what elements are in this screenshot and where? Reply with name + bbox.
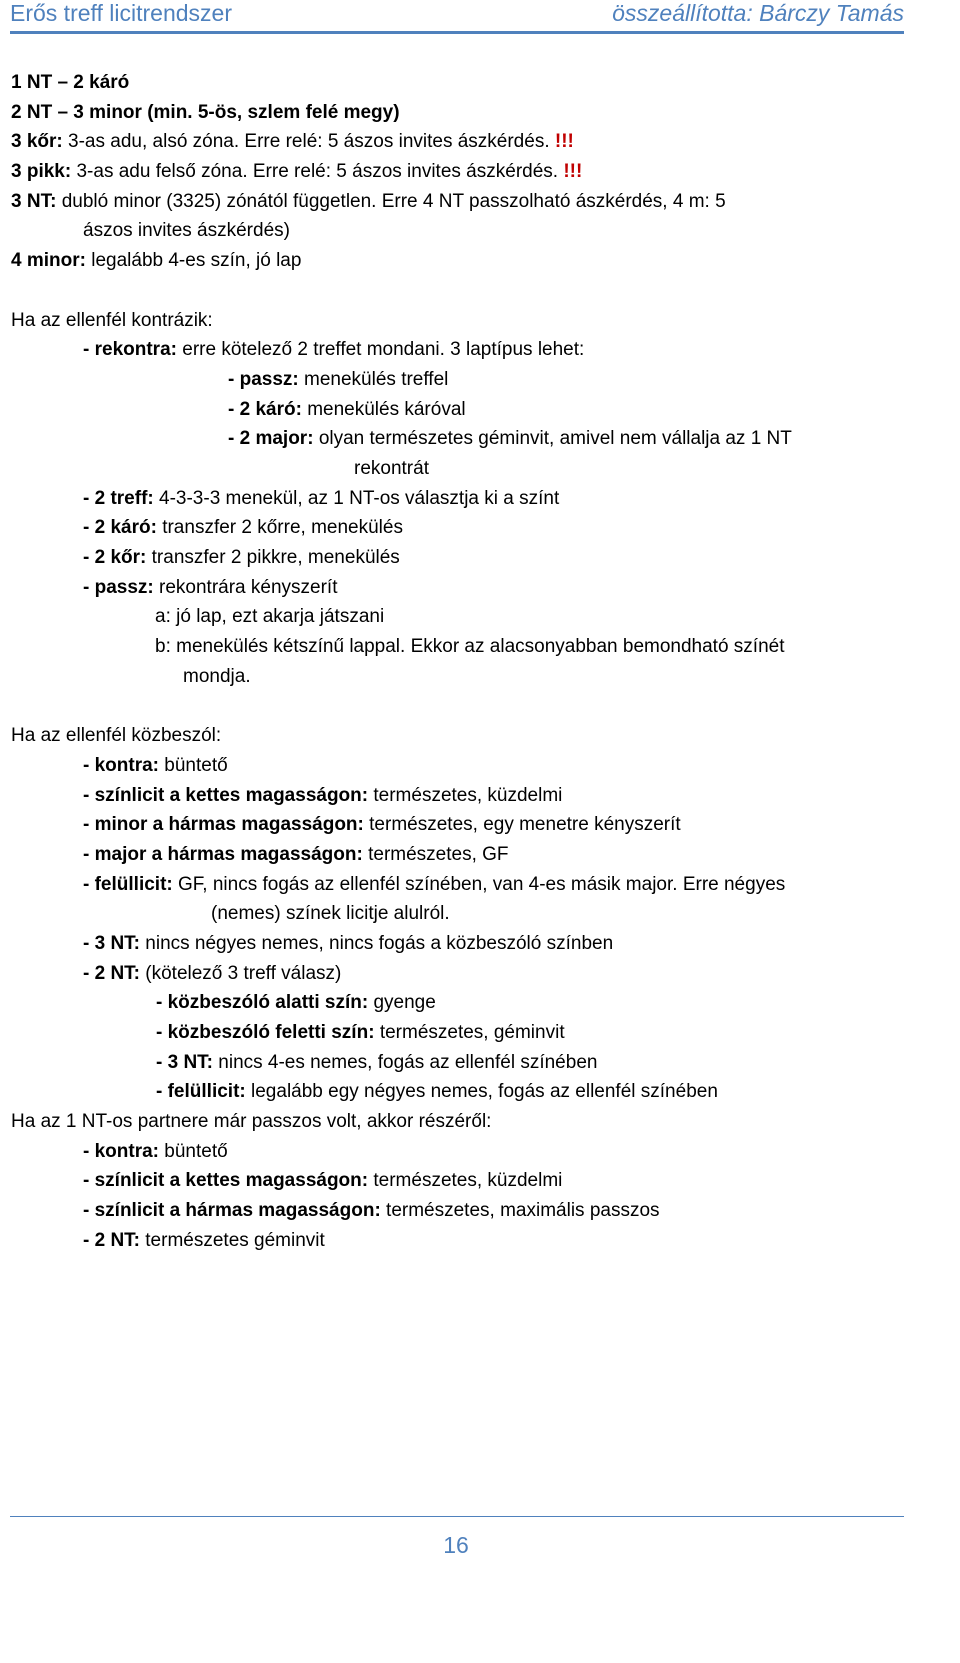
bid-description: dubló minor (3325) zónától független. Erre 4 NT passzolható ászkérdés, 4 m: 5 [61, 190, 726, 212]
bid-label: - színlicit a kettes magasságon: [83, 784, 369, 806]
alert-mark: !!! [563, 161, 583, 183]
text-line [11, 1226, 911, 1256]
text-line [11, 187, 911, 217]
text-line [11, 68, 911, 98]
bid-description: legalább 4-es szín, jó lap [91, 250, 302, 272]
bid-description: transzfer 2 pikkre, menekülés [151, 547, 400, 568]
text-line [11, 781, 911, 811]
document-title: Erős treff licitrendszer [10, 0, 232, 26]
bid-description: természetes, GF [368, 843, 509, 865]
blank-line [11, 276, 911, 306]
bid-description: ászos invites ászkérdés) [83, 220, 290, 242]
bid-description: természetes, géminvit [379, 1022, 565, 1043]
bid-description: rekontrára kényszerít [159, 576, 338, 598]
bid-label: 1 NT – 2 káró [11, 72, 130, 93]
bid-label: - 2 NT: [83, 1229, 140, 1251]
bid-label: 3 pikk: [11, 161, 72, 183]
bid-description: 4-3-3-3 menekül, az 1 NT-os választja ki a színt [159, 487, 560, 509]
text-line [11, 1077, 911, 1107]
bid-description: (nemes) színek licitje alulról. [211, 903, 450, 925]
text-line [11, 484, 911, 514]
bid-label: - major a hármas magasságon: [83, 843, 363, 865]
bid-label: - közbeszóló feletti szín: [156, 1022, 375, 1043]
bid-description: természetes, küzdelmi [373, 1170, 563, 1192]
text-line [11, 1137, 911, 1167]
bid-label: - színlicit a hármas magasságon: [83, 1200, 381, 1222]
bid-description: gyenge [373, 992, 436, 1014]
bid-label: - kontra: [83, 754, 159, 776]
bid-label: 3 kőr: [11, 131, 63, 153]
bid-description: nincs 4-es nemes, fogás az ellenfél színében [218, 1051, 598, 1073]
bid-description: természetes, egy menetre kényszerít [369, 814, 681, 836]
bid-label: 2 NT – 3 minor (min. 5-ös, szlem felé megy) [11, 101, 400, 123]
bid-label: - színlicit a kettes magasságon: [83, 1170, 369, 1192]
bid-label: - felüllicit: [83, 873, 173, 895]
text-line [11, 721, 911, 751]
bid-label: - 2 káró: [83, 517, 157, 539]
bid-label: 4 minor: [11, 250, 86, 272]
text-line [11, 1107, 911, 1137]
bid-description: 3-as adu felső zóna. Erre relé: 5 ászos invites ászkérdés. [76, 161, 564, 183]
bid-description: rekontrát [354, 457, 429, 479]
bid-label: - rekontra: [83, 339, 177, 361]
text-line [11, 573, 911, 603]
bid-description: Ha az ellenfél közbeszól: [11, 725, 222, 747]
bid-description: Ha az 1 NT-os partnere már passzos volt, akkor részéről: [11, 1111, 492, 1133]
bid-description: (kötelező 3 treff válasz) [145, 962, 342, 984]
document-author: összeállította: Bárczy Tamás [612, 0, 904, 26]
text-line [11, 1166, 911, 1196]
text-line [11, 870, 911, 900]
bid-description: menekülés treffel [304, 368, 449, 390]
text-line [11, 216, 911, 246]
text-line [11, 840, 911, 870]
text-line [11, 424, 911, 454]
bid-label: - 2 major: [228, 428, 314, 450]
bid-description: természetes géminvit [145, 1229, 325, 1251]
bid-description: legalább egy négyes nemes, fogás az ellenfél színében [251, 1081, 718, 1103]
text-line [11, 959, 911, 989]
bid-description: GF, nincs fogás az ellenfél színében, van 4-es másik major. Erre négyes [178, 873, 786, 895]
bid-label: - 3 NT: [83, 932, 140, 954]
text-line [11, 127, 911, 157]
bid-description: mondja. [183, 665, 251, 687]
text-line [11, 395, 911, 425]
page-number: 16 [443, 1532, 469, 1558]
footer-rule [10, 1516, 904, 1517]
bid-label: 3 NT: [11, 190, 57, 212]
text-line [11, 98, 911, 128]
bid-description: b: menekülés kétszínű lappal. Ekkor az alacsonyabban bemondható színét [155, 636, 785, 658]
bid-label: - 2 treff: [83, 487, 154, 509]
bid-description: természetes, maximális passzos [386, 1200, 660, 1222]
text-line [11, 1196, 911, 1226]
text-line [11, 988, 911, 1018]
header-rule [10, 31, 904, 34]
text-line [11, 899, 911, 929]
text-line [11, 751, 911, 781]
bid-description: Ha az ellenfél kontrázik: [11, 309, 213, 331]
bid-description: transzfer 2 kőrre, menekülés [162, 517, 403, 539]
bid-description: büntető [164, 1140, 228, 1162]
text-line [11, 246, 911, 276]
text-line [11, 1018, 911, 1048]
text-line [11, 1048, 911, 1078]
text-line [11, 810, 911, 840]
bid-label: - passz: [83, 576, 154, 598]
text-line [11, 365, 911, 395]
text-line [11, 929, 911, 959]
bid-description: természetes, küzdelmi [373, 784, 563, 806]
bid-description: a: jó lap, ezt akarja játszani [155, 606, 385, 628]
text-line [11, 513, 911, 543]
bid-description: nincs négyes nemes, nincs fogás a közbeszóló színben [145, 932, 614, 954]
bid-label: - 2 káró: [228, 398, 302, 420]
bid-description: büntető [164, 754, 228, 776]
text-line [11, 543, 911, 573]
text-line [11, 454, 911, 484]
document-body [11, 68, 911, 1256]
bid-label: - közbeszóló alatti szín: [156, 992, 369, 1014]
bid-label: - passz: [228, 368, 299, 390]
text-line [11, 602, 911, 632]
bid-description: erre kötelező 2 treffet mondani. 3 laptípus lehet: [182, 339, 585, 361]
text-line [11, 335, 911, 365]
blank-line [11, 691, 911, 721]
bid-label: - felüllicit: [156, 1081, 246, 1103]
bid-label: - 3 NT: [156, 1051, 213, 1073]
bid-description: 3-as adu, alsó zóna. Erre relé: 5 ászos invites ászkérdés. [68, 131, 555, 153]
text-line [11, 157, 911, 187]
bid-label: - kontra: [83, 1140, 159, 1162]
bid-label: - 2 NT: [83, 962, 140, 984]
bid-label: - 2 kőr: [83, 547, 147, 568]
bid-label: - minor a hármas magasságon: [83, 814, 364, 836]
text-line [11, 662, 911, 692]
text-line [11, 306, 911, 336]
bid-description: olyan természetes géminvit, amivel nem vállalja az 1 NT [318, 428, 792, 450]
bid-description: menekülés káróval [307, 398, 466, 420]
alert-mark: !!! [554, 131, 574, 153]
text-line [11, 632, 911, 662]
